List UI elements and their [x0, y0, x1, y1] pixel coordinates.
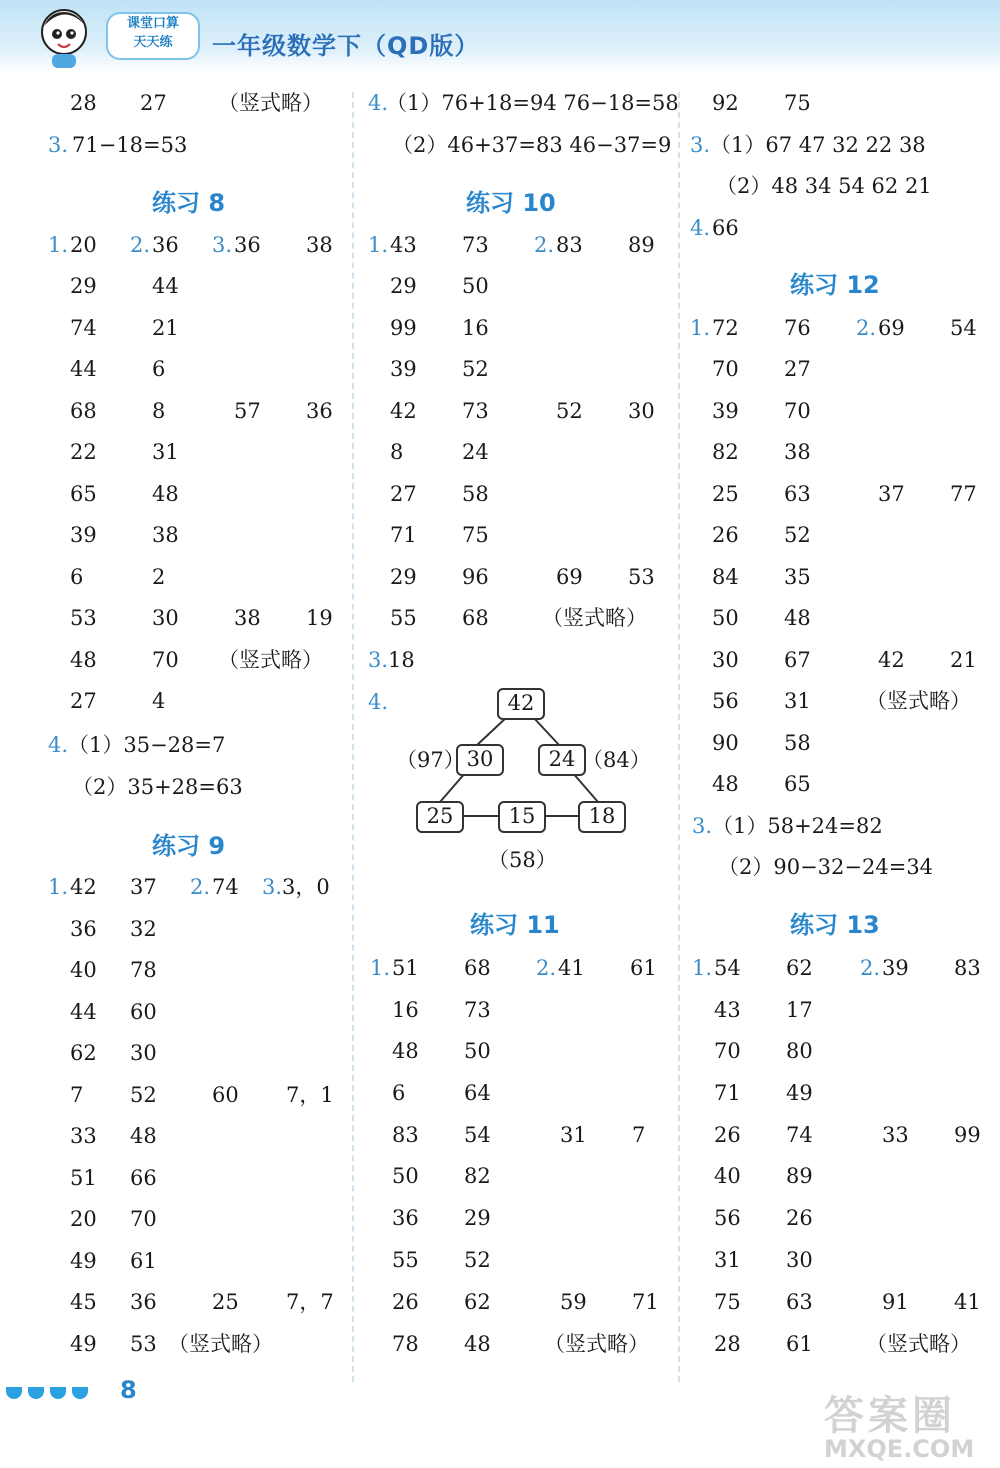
question-number: 3.	[692, 814, 713, 838]
answer-value: 63	[786, 1290, 813, 1314]
answer-value: 40	[70, 958, 97, 982]
answer-value: 39	[712, 399, 739, 423]
answer-value: 39	[882, 956, 909, 980]
answer-value: 53	[70, 606, 97, 630]
question-number: 4.	[48, 733, 69, 757]
question-number: 1.	[48, 233, 69, 257]
answer-value: 83	[392, 1123, 419, 1147]
answer-value: 83	[556, 233, 583, 257]
answer-value: 70	[784, 399, 811, 423]
answer-value: 75	[714, 1290, 741, 1314]
answer-value: 55	[392, 1248, 419, 1272]
answer-value: 41	[558, 956, 585, 980]
answer-value: 62	[786, 956, 813, 980]
answer-value: 38	[152, 523, 179, 547]
question-number: 4.	[368, 690, 389, 714]
answer-value: 66	[130, 1166, 157, 1190]
answer-value: 30	[786, 1248, 813, 1272]
answer-value: 20	[70, 233, 97, 257]
answer-value: 2	[152, 565, 166, 589]
answer-value: 29	[390, 565, 417, 589]
answer-value: 74	[212, 875, 239, 899]
question-number: 3.	[262, 875, 283, 899]
answer-value: 54	[714, 956, 741, 980]
triangle-box-bottom-right: 18	[578, 801, 626, 833]
answer-value: 20	[70, 1207, 97, 1231]
answer-value: 69	[878, 316, 905, 340]
question-number: 3.	[212, 233, 233, 257]
section-title-9: 练习 9	[152, 832, 226, 860]
answer-value: 71	[714, 1081, 741, 1105]
answer-equation: （2）46+37=83 46−37=9	[392, 133, 672, 157]
answer-value: 39	[70, 523, 97, 547]
answer-value: 63	[784, 482, 811, 506]
answer-note: （竖式略）	[542, 606, 647, 630]
answer-value: 30	[152, 606, 179, 630]
answer-list: （1）67 47 32 22 38	[710, 133, 926, 157]
answer-value: 71	[390, 523, 417, 547]
answer-value: 40	[714, 1164, 741, 1188]
answer-value: 16	[392, 998, 419, 1022]
question-number: 4.	[368, 91, 389, 115]
answer-value: 75	[462, 523, 489, 547]
answer-value: 70	[130, 1207, 157, 1231]
answer-value: 29	[464, 1206, 491, 1230]
answer-value: 61	[630, 956, 657, 980]
question-number: 1.	[48, 875, 69, 899]
answer-value: 29	[70, 274, 97, 298]
answer-value: 26	[712, 523, 739, 547]
answer-value: 73	[462, 233, 489, 257]
answer-value: 68	[464, 956, 491, 980]
answer-value: 66	[712, 216, 739, 240]
answer-value: 51	[70, 1166, 97, 1190]
answer-value: 31	[152, 440, 179, 464]
triangle-box-top: 42	[497, 688, 545, 720]
answer-value: 80	[786, 1039, 813, 1063]
answer-value: 30	[628, 399, 655, 423]
answer-value: 43	[714, 998, 741, 1022]
footer-decoration	[6, 1384, 94, 1403]
answer-value: 28	[70, 91, 97, 115]
answer-equation: （1）76+18=94 76−18=58	[386, 91, 679, 115]
answer-value: 56	[712, 689, 739, 713]
answer-value: 6	[152, 357, 166, 381]
answer-value: 36	[152, 233, 179, 257]
answer-value: 48	[392, 1039, 419, 1063]
triangle-box-right: 24	[538, 744, 586, 776]
answer-value: 52	[556, 399, 583, 423]
answer-value: 99	[390, 316, 417, 340]
answer-value: 50	[464, 1039, 491, 1063]
answer-value: 65	[784, 772, 811, 796]
question-number: 3.	[48, 133, 69, 157]
answer-value: 42	[878, 648, 905, 672]
answer-value: 54	[464, 1123, 491, 1147]
answer-value: 8	[152, 399, 166, 423]
answer-equation: （1）35−28=7	[68, 733, 226, 757]
answer-value: 62	[70, 1041, 97, 1065]
answer-note: （竖式略）	[544, 1332, 649, 1356]
answer-value: 52	[130, 1083, 157, 1107]
answer-list: （2）48 34 54 62 21	[716, 174, 932, 198]
answer-value: 17	[786, 998, 813, 1022]
answer-value: 70	[712, 357, 739, 381]
answer-value: 44	[70, 1000, 97, 1024]
answer-value: 37	[878, 482, 905, 506]
answer-equation: （1）58+24=82	[712, 814, 883, 838]
answer-value: 77	[950, 482, 977, 506]
answer-value: 91	[882, 1290, 909, 1314]
answer-value: 41	[954, 1290, 981, 1314]
section-title-11: 练习 11	[470, 911, 560, 939]
answer-note: （竖式略）	[218, 648, 323, 672]
triangle-box-left: 30	[456, 744, 504, 776]
answer-value: 65	[70, 482, 97, 506]
question-number: 1.	[692, 956, 713, 980]
answer-value: 89	[786, 1164, 813, 1188]
answer-value: 74	[70, 316, 97, 340]
answer-value: 36	[392, 1206, 419, 1230]
answer-value: 21	[950, 648, 977, 672]
answer-value: 55	[390, 606, 417, 630]
question-number: 2.	[536, 956, 557, 980]
answer-note: （竖式略）	[168, 1332, 273, 1356]
answer-value: 27	[140, 91, 167, 115]
answer-value: 59	[560, 1290, 587, 1314]
answer-value: 68	[70, 399, 97, 423]
answer-value: 7，1	[286, 1083, 334, 1107]
answer-note: （竖式略）	[866, 1332, 971, 1356]
answer-value: 48	[464, 1332, 491, 1356]
triangle-box-bottom-left: 25	[416, 801, 464, 833]
answer-value: 43	[390, 233, 417, 257]
answer-value: 36	[234, 233, 261, 257]
answer-value: 4	[152, 689, 166, 713]
answer-value: 49	[70, 1249, 97, 1273]
answer-value: 3，0	[282, 875, 330, 899]
answer-value: 54	[950, 316, 977, 340]
answer-value: 29	[390, 274, 417, 298]
answer-value: 25	[712, 482, 739, 506]
question-number: 4.	[690, 216, 711, 240]
question-number: 2.	[856, 316, 877, 340]
question-number: 1.	[368, 233, 389, 257]
answer-value: 89	[628, 233, 655, 257]
answer-value: 37	[130, 875, 157, 899]
answer-note: （竖式略）	[866, 689, 971, 713]
answer-value: 44	[152, 274, 179, 298]
answer-value: 82	[712, 440, 739, 464]
answer-value: 45	[70, 1290, 97, 1314]
answer-value: 56	[714, 1206, 741, 1230]
answer-value: 70	[714, 1039, 741, 1063]
answer-value: 49	[786, 1081, 813, 1105]
answer-value: 36	[306, 399, 333, 423]
answer-value: 31	[560, 1123, 587, 1147]
answer-value: 67	[784, 648, 811, 672]
series-logo: 课堂口算 天天练	[106, 12, 200, 60]
answer-value: 64	[464, 1081, 491, 1105]
answer-value: 27	[784, 357, 811, 381]
answer-value: 27	[390, 482, 417, 506]
answer-value: 32	[130, 917, 157, 941]
triangle-box-bottom-middle: 15	[498, 801, 546, 833]
section-title-12: 练习 12	[790, 271, 880, 299]
question-number: 2.	[130, 233, 151, 257]
answer-value: 61	[130, 1249, 157, 1273]
answer-value: 74	[786, 1123, 813, 1147]
answer-value: 38	[784, 440, 811, 464]
answer-value: 84	[712, 565, 739, 589]
answer-value: 48	[70, 648, 97, 672]
answer-value: 73	[462, 399, 489, 423]
answer-equation: （2）90−32−24=34	[718, 855, 934, 879]
answer-value: 60	[130, 1000, 157, 1024]
answer-value: 83	[954, 956, 981, 980]
triangle-side-sum: （97）	[396, 748, 465, 772]
answer-value: 52	[464, 1248, 491, 1272]
answer-value: 42	[390, 399, 417, 423]
answer-value: 31	[714, 1248, 741, 1272]
answer-value: 35	[784, 565, 811, 589]
answer-value: 30	[712, 648, 739, 672]
answer-value: 73	[464, 998, 491, 1022]
answer-value: 49	[70, 1332, 97, 1356]
answer-value: 82	[464, 1164, 491, 1188]
answer-note: （竖式略）	[218, 91, 323, 115]
answer-value: 48	[712, 772, 739, 796]
answer-value: 6	[70, 565, 84, 589]
answer-value: 53	[628, 565, 655, 589]
answer-value: 19	[306, 606, 333, 630]
answer-value: 71	[632, 1290, 659, 1314]
answer-value: 24	[462, 440, 489, 464]
answer-value: 96	[462, 565, 489, 589]
answer-value: 75	[784, 91, 811, 115]
triangle-side-sum: （58）	[488, 848, 557, 872]
answer-value: 26	[714, 1123, 741, 1147]
answer-value: 53	[130, 1332, 157, 1356]
answer-value: 21	[152, 316, 179, 340]
answer-value: 70	[152, 648, 179, 672]
answer-value: 25	[212, 1290, 239, 1314]
answer-value: 26	[786, 1206, 813, 1230]
answer-value: 48	[152, 482, 179, 506]
answer-value: 7，7	[286, 1290, 334, 1314]
answer-value: 16	[462, 316, 489, 340]
answer-value: 36	[70, 917, 97, 941]
answer-value: 99	[954, 1123, 981, 1147]
answer-value: 6	[392, 1081, 406, 1105]
answer-value: 42	[70, 875, 97, 899]
section-title-8: 练习 8	[152, 189, 226, 217]
answer-value: 48	[784, 606, 811, 630]
section-title-10: 练习 10	[466, 189, 556, 217]
question-number: 3.	[690, 133, 711, 157]
answer-value: 69	[556, 565, 583, 589]
answer-value: 8	[390, 440, 404, 464]
answer-value: 78	[130, 958, 157, 982]
answer-value: 58	[462, 482, 489, 506]
section-title-13: 练习 13	[790, 911, 880, 939]
answer-equation: （2）35+28=63	[72, 775, 243, 799]
answer-value: 62	[464, 1290, 491, 1314]
answer-value: 76	[784, 316, 811, 340]
answer-value: 39	[390, 357, 417, 381]
answer-value: 30	[130, 1041, 157, 1065]
answer-value: 38	[234, 606, 261, 630]
answer-value: 7	[70, 1083, 84, 1107]
answer-value: 90	[712, 731, 739, 755]
answer-value: 50	[712, 606, 739, 630]
answer-value: 7	[632, 1123, 646, 1147]
answer-value: 44	[70, 357, 97, 381]
answer-value: 27	[70, 689, 97, 713]
answer-value: 50	[392, 1164, 419, 1188]
triangle-side-sum: （84）	[582, 748, 651, 772]
answer-value: 18	[388, 648, 415, 672]
answer-value: 60	[212, 1083, 239, 1107]
answer-value: 28	[714, 1332, 741, 1356]
question-number: 2.	[860, 956, 881, 980]
answer-value: 57	[234, 399, 261, 423]
answer-value: 72	[712, 316, 739, 340]
answer-value: 48	[130, 1124, 157, 1148]
answer-value: 33	[70, 1124, 97, 1148]
answer-value: 52	[462, 357, 489, 381]
answer-value: 22	[70, 440, 97, 464]
question-number: 1.	[690, 316, 711, 340]
answer-value: 36	[130, 1290, 157, 1314]
question-number: 1.	[370, 956, 391, 980]
answer-value: 58	[784, 731, 811, 755]
answer-value: 68	[462, 606, 489, 630]
question-number: 3.	[368, 648, 389, 672]
answer-value: 38	[306, 233, 333, 257]
answer-value: 31	[784, 689, 811, 713]
answer-value: 92	[712, 91, 739, 115]
watermark: 答案圈 MXQE.COM	[824, 1393, 975, 1463]
answer-value: 50	[462, 274, 489, 298]
answer-value: 26	[392, 1290, 419, 1314]
answer-value: 33	[882, 1123, 909, 1147]
answer-value: 61	[786, 1332, 813, 1356]
book-title: 一年级数学下（QD版）	[212, 32, 480, 60]
page-number: 8	[120, 1376, 137, 1404]
question-number: 2.	[534, 233, 555, 257]
question-number: 2.	[190, 875, 211, 899]
answer-equation: 71−18=53	[72, 133, 188, 157]
answer-value: 52	[784, 523, 811, 547]
answer-value: 51	[392, 956, 419, 980]
answer-value: 78	[392, 1332, 419, 1356]
